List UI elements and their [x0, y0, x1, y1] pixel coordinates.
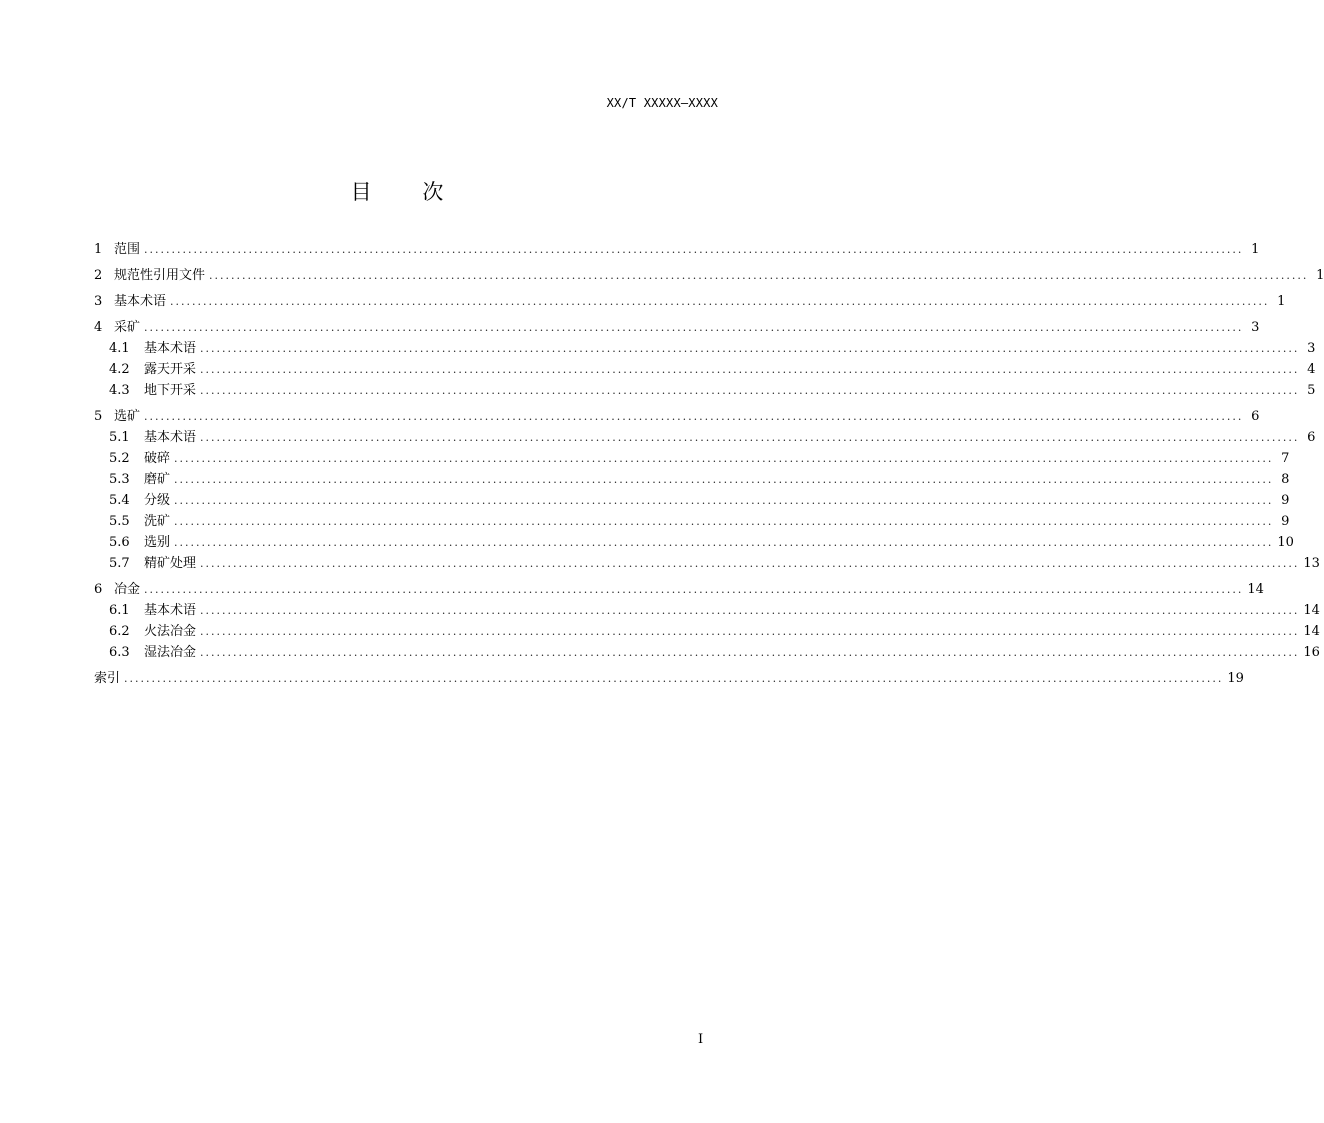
toc-entry-page: 16 [1303, 645, 1320, 660]
toc-entry[interactable] [94, 264, 1324, 285]
toc-entry-label: 湿法冶金 [144, 645, 197, 660]
toc-entry[interactable] [94, 531, 1294, 552]
toc-entry[interactable] [94, 599, 1320, 620]
toc-leader-dots: ........................................................................................................................................................................................................ [200, 342, 1300, 355]
toc-entry-number: 5.2 [109, 451, 130, 466]
toc-entry-page: 10 [1277, 535, 1294, 550]
toc-entry-number: 5.1 [109, 430, 130, 445]
standard-number: XX/T XXXXX—XXXX [606, 96, 718, 110]
toc-entry-label: 磨矿 [144, 472, 171, 487]
toc-entry-label: 采矿 [114, 320, 141, 335]
toc-leader-dots: ........................................................................................................................................................................................................ [144, 410, 1244, 423]
toc-leader-dots: ........................................................................................................................................................................................................ [170, 295, 1270, 308]
toc-entry[interactable] [94, 290, 1286, 311]
toc-entry-label: 基本术语 [144, 341, 197, 356]
toc-entry-page: 3 [1251, 320, 1260, 335]
toc-entry-number: 6 [94, 582, 103, 597]
toc-entry-page: 9 [1281, 514, 1290, 529]
toc-entry[interactable] [94, 426, 1316, 447]
toc-leader-dots: ........................................................................................................................................................................................................ [200, 557, 1300, 570]
toc-entry-number: 5.5 [109, 514, 130, 529]
toc-entry-label: 基本术语 [144, 430, 197, 445]
toc-entry-label: 精矿处理 [144, 556, 197, 571]
toc-entry-number: 5 [94, 409, 103, 424]
toc-entry-label: 地下开采 [144, 383, 197, 398]
toc-entry[interactable] [94, 620, 1320, 641]
toc-title [0, 176, 794, 206]
toc-entry-page: 1 [1316, 268, 1324, 283]
toc-entry-page: 9 [1281, 493, 1290, 508]
toc-entry-page: 6 [1307, 430, 1316, 445]
footer-page-number: I [698, 1032, 704, 1047]
toc-entry-number: 4.3 [109, 383, 130, 398]
toc-entry-label: 分级 [144, 493, 171, 508]
toc-entry[interactable] [94, 641, 1320, 662]
toc-leader-dots: ........................................................................................................................................................................................................ [174, 494, 1274, 507]
toc-entry[interactable] [94, 337, 1316, 358]
toc-entry-page: 14 [1303, 624, 1320, 639]
toc-leader-dots: ........................................................................................................................................................................................................ [200, 363, 1300, 376]
toc-entry-page: 7 [1281, 451, 1290, 466]
toc-entry[interactable] [94, 316, 1260, 337]
toc-entry[interactable] [94, 358, 1316, 379]
toc-title-char-1: 目 [350, 180, 372, 204]
toc-entry[interactable] [94, 238, 1260, 259]
toc-entry-number: 4 [94, 320, 103, 335]
toc-entry-page: 14 [1247, 582, 1264, 597]
toc-entry-page: 5 [1307, 383, 1316, 398]
toc-entry[interactable] [94, 447, 1290, 468]
toc-entry-number: 5.3 [109, 472, 130, 487]
toc-entry[interactable] [94, 468, 1290, 489]
toc-entry-number: 2 [94, 268, 103, 283]
toc-entry-page: 6 [1251, 409, 1260, 424]
toc-leader-dots: ........................................................................................................................................................................................................ [144, 321, 1244, 334]
toc-entry-label: 基本术语 [114, 294, 167, 309]
toc-entry-page: 14 [1303, 603, 1320, 618]
toc-entry-number: 3 [94, 294, 103, 309]
toc-entry-number: 6.2 [109, 624, 130, 639]
toc-entry-number: 6.1 [109, 603, 130, 618]
toc-entry-page: 3 [1307, 341, 1316, 356]
toc-entry-label: 索引 [94, 671, 121, 686]
toc-leader-dots: ........................................................................................................................................................................................................ [200, 384, 1300, 397]
toc-entry-label: 火法冶金 [144, 624, 197, 639]
toc-leader-dots: ........................................................................................................................................................................................................ [124, 672, 1224, 685]
toc-leader-dots: ........................................................................................................................................................................................................ [174, 515, 1274, 528]
toc-leader-dots: ........................................................................................................................................................................................................ [200, 431, 1300, 444]
toc-entry-number: 6.3 [109, 645, 130, 660]
toc-entry-number: 5.6 [109, 535, 130, 550]
toc-leader-dots: ........................................................................................................................................................................................................ [200, 625, 1300, 638]
toc-entry-label: 选矿 [114, 409, 141, 424]
toc-entry-label: 规范性引用文件 [114, 268, 206, 283]
toc-entry-page: 4 [1307, 362, 1316, 377]
toc-entry[interactable] [94, 379, 1316, 400]
toc-entry[interactable] [94, 552, 1320, 573]
toc-entry[interactable] [94, 405, 1260, 426]
toc-entry-number: 1 [94, 242, 103, 257]
toc-entry-number: 4.1 [109, 341, 130, 356]
table-of-contents [94, 238, 1324, 688]
toc-leader-dots: ........................................................................................................................................................................................................ [200, 604, 1300, 617]
toc-entry-number: 4.2 [109, 362, 130, 377]
toc-entry-label: 选别 [144, 535, 171, 550]
toc-entry-number: 5.7 [109, 556, 130, 571]
toc-title-char-2: 次 [422, 180, 444, 204]
toc-leader-dots: ........................................................................................................................................................................................................ [209, 269, 1309, 282]
toc-entry-page: 1 [1251, 242, 1260, 257]
toc-entry-page: 8 [1281, 472, 1290, 487]
toc-entry-label: 露天开采 [144, 362, 197, 377]
toc-leader-dots: ........................................................................................................................................................................................................ [144, 583, 1244, 596]
toc-entry-label: 洗矿 [144, 514, 171, 529]
toc-entry-label: 基本术语 [144, 603, 197, 618]
toc-leader-dots: ........................................................................................................................................................................................................ [144, 243, 1244, 256]
toc-entry[interactable] [94, 667, 1244, 688]
toc-leader-dots: ........................................................................................................................................................................................................ [174, 536, 1274, 549]
toc-entry-page: 19 [1227, 671, 1244, 686]
toc-entry[interactable] [94, 578, 1264, 599]
toc-entry[interactable] [94, 510, 1290, 531]
toc-leader-dots: ........................................................................................................................................................................................................ [174, 452, 1274, 465]
toc-entry-number: 5.4 [109, 493, 130, 508]
toc-leader-dots: ........................................................................................................................................................................................................ [200, 646, 1300, 659]
toc-entry-label: 范围 [114, 242, 141, 257]
toc-leader-dots: ........................................................................................................................................................................................................ [174, 473, 1274, 486]
toc-entry-label: 冶金 [114, 582, 141, 597]
toc-entry-label: 破碎 [144, 451, 171, 466]
toc-entry[interactable] [94, 489, 1290, 510]
toc-entry-page: 1 [1277, 294, 1286, 309]
toc-entry-page: 13 [1303, 556, 1320, 571]
